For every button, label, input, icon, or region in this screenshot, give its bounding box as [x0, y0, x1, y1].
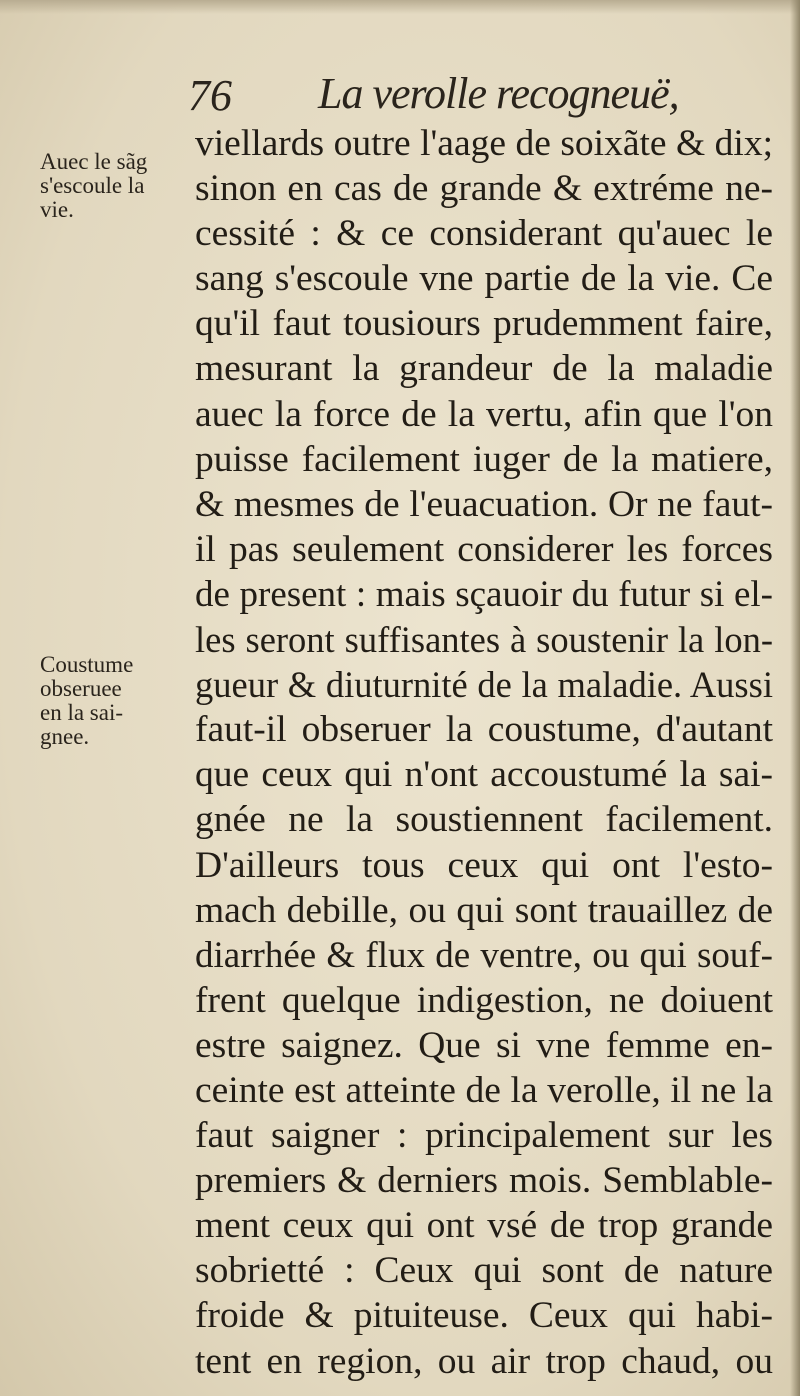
margin-note-line: obseruee: [40, 676, 122, 701]
page-number: 76: [188, 71, 232, 120]
margin-note-line: gnee.: [40, 724, 90, 749]
text-line: sinon en cas de grande & extréme ne-: [195, 168, 773, 210]
text-line: cessité : & ce considerant qu'auec le: [195, 213, 773, 255]
page-header: [0, 62, 800, 122]
text-line: les seront suffisantes à soustenir la lon-: [195, 619, 773, 661]
text-line: mesurant la grandeur de la maladie: [195, 348, 773, 390]
text-line: D'ailleurs tous ceux qui ont l'esto-: [195, 844, 773, 886]
text-line: qu'il faut tousiours prudemment faire,: [195, 303, 773, 345]
margin-note-bloodletting: [40, 150, 188, 222]
text-line: frent quelque indigestion, ne doiuent: [195, 979, 773, 1021]
text-line: & mesmes de l'euacuation. Or ne faut-: [195, 483, 773, 525]
text-line: il pas seulement considerer les forces: [195, 528, 773, 570]
text-line: mach debille, ou qui sont trauaillez de: [195, 889, 773, 931]
margin-note-custom: [40, 653, 188, 749]
text-line: auec la force de la vertu, afin que l'on: [195, 393, 773, 435]
margin-note-line: vie.: [40, 197, 74, 222]
margin-note-line: Coustume: [40, 652, 134, 677]
margin-note-line: en la sai-: [40, 700, 124, 725]
text-line: faut saigner : principalement sur les: [195, 1115, 773, 1157]
text-line: faut-il obseruer la coustume, d'autant: [195, 709, 773, 751]
text-line: sang s'escoule vne partie de la vie. Ce: [195, 258, 773, 300]
text-line: premiers & derniers mois. Semblable-: [195, 1160, 773, 1202]
text-line: diarrhée & flux de ventre, ou qui souf-: [195, 934, 773, 976]
text-line: puisse facilement iuger de la matiere,: [195, 438, 773, 480]
text-line: tent en region, ou air trop chaud, ou: [195, 1340, 773, 1382]
text-line: gnée ne la soustiennent facilement.: [195, 799, 773, 841]
text-line: sobrietté : Ceux qui sont de nature: [195, 1250, 773, 1292]
text-line: de present : mais sçauoir du futur si el-: [195, 573, 773, 615]
body-text: [195, 121, 773, 1384]
text-line: viellards outre l'aage de soixãte & dix;: [195, 123, 773, 164]
text-line: que ceux qui n'ont accoustumé la sai-: [195, 754, 773, 796]
text-line: froide & pituiteuse. Ceux qui habi-: [195, 1295, 773, 1337]
text-line: ceinte est atteinte de la verolle, il ne la: [195, 1069, 773, 1111]
text-line: ment ceux qui ont vsé de trop grande: [195, 1205, 773, 1247]
margin-note-line: s'escoule la: [40, 173, 145, 198]
text-line: gueur & diuturnité de la maladie. Aussi: [195, 664, 773, 706]
text-line: estre saignez. Que si vne femme en-: [195, 1024, 773, 1066]
margin-note-line: Auec le sãg: [40, 149, 148, 174]
running-title: La verolle recogneuë,: [318, 69, 679, 118]
